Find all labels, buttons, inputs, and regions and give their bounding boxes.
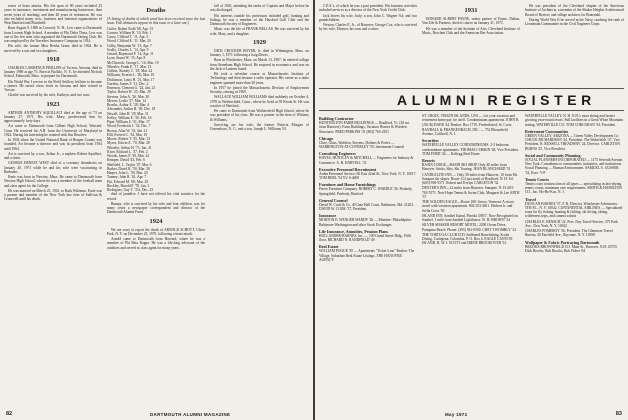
left-col-1	[4, 4, 102, 203]
paragraph: Charlie was survived by his wife, Kathryn, and two sons.	[8, 93, 91, 98]
register-listing: DUNCAN BARNES '57, P. R. Director. Winchester Adventures. 5TH FL., N. Y. 10022. CONTINENTAL AIRLINES — Specialized tours for fly fishing, hunting & fishing, ski diving, skiing, wilderness trips, and camera safaris	[525, 201, 623, 219]
left-col-3	[210, 4, 309, 132]
register-listing: DEXTER'S INN—12 miles from Hanover. Sunapee, N. H. 603-763-5571. New Hope Tennis & Swim Club. Margaret & Lee ARTH '37	[422, 186, 520, 199]
paragraph: Born in Winchester, Mass. on March 13, 1907, he entered college from Stoneham High School. He majored in economics and was on the Jack-o-Lantern board.	[210, 58, 309, 71]
death-entry: Wheeler, Frank E. '17, Mar. 13	[107, 64, 152, 69]
obituary-text	[210, 49, 309, 132]
register-category: Executive Personnel Recruitment	[319, 166, 377, 172]
register-category: Consulting Engineers	[319, 151, 356, 157]
register-listing: THE TORTUGA CLUB LTD. Sailboard Bonefishing, Scuba Diving. Cartegena, Colombia. P. O. Box 4. EAGLE CANYON ISLAND, B. W. I. SCOTT and IRENE BROOKOVER '31	[422, 232, 513, 246]
register-category: Building Contractor	[319, 116, 354, 121]
death-entry: Buckley, Harold F. '70, Jan. 3	[107, 183, 150, 188]
paragraph: Arnold came to Dartmouth from Harvard, where he was a member of Phi Beta Kappa. He was a life-long advocate of the outdoors and served as class agent for many years.	[107, 237, 205, 250]
paragraph: series of heart attacks. His life span of 80 years included 25 years in insurance, investment and manufacturing businesses; then seven years of teaching; and then 48 years of retirement. He was also included many civic, business and fraternal organizations of West Hartford and Plainfield.	[4, 4, 102, 25]
register-listing: BROOKS BROWNFIELD CO. Main St., Hanover, N.H. 03755. Dick Brooks, Bob Brooks, Bob Fisher '64	[525, 244, 618, 253]
obituary-text	[525, 4, 624, 26]
death-entry: Wood, Clifford E. '11, Mar. 20	[107, 39, 151, 44]
paragraph: Art is survived by a son, Arthur Jr., a nephew Robert Squillaci, and a sister.	[4, 151, 102, 160]
register-col-2	[422, 114, 520, 408]
register-category: Real Estate	[319, 244, 339, 250]
year-heading-1923: 1923	[46, 100, 60, 108]
register-category: Retirement Communities	[525, 128, 569, 134]
register-listing: RANDALL & FRANKENBACH, INC. — 752 Bloomfield Avenue, Caldwell, N. J.	[422, 127, 508, 136]
paragraph: Music was the life of FRANK BELLAS. He was survived by his wife, Mary, and a daughter.	[210, 27, 309, 36]
register-listing: SOCIAL PLANNERS INCORPORATED — 1175 Seventh Avenue, New York. Consultants to communities, industries, and institutions. Social Planning — Human Environment. SAMUEL A. GUSSER '52, Exec. V-P	[525, 157, 623, 175]
death-entry: Harper, John L. '59, Mar. 20	[107, 171, 148, 175]
register-category: Chicago	[319, 135, 333, 141]
death-entry: Alexander, Arthur B. '29, Dec. 18	[107, 107, 156, 112]
year-heading-1931: 1931	[464, 7, 478, 14]
obituary-text	[4, 4, 102, 53]
paragraph: Bumps, who is survived by his wife and four children, was for many years a newspaper correspondent and director of the Dartmouth Alumni Fund.	[107, 201, 205, 215]
paragraph: GEORGE ERNEST WEST died of a coronary thrombosis on January 20, 1971 while he and his wife were vacationing in Barbados.	[4, 161, 102, 174]
register-listings	[319, 116, 417, 262]
year-heading-1924: 1924	[149, 217, 163, 225]
obituary-text	[107, 192, 205, 214]
death-entry: Colby, Benjamin W. '13, Apr. 7	[107, 43, 152, 48]
left-col-2	[107, 4, 205, 251]
death-entry: Casey, Clifford T. '11, Apr. 3	[107, 35, 149, 39]
death-entry: McClintock, George L. '16, Mar. 19	[107, 60, 159, 65]
paragraph: We are sorry to report the death of ARNOLD SCHOTT, Ulster Park, N. Y. on December 23, 1970, following a heart attack.	[107, 227, 205, 236]
death-entry: Tunney, John R. '61, Apr. 7	[107, 175, 147, 180]
register-category: Life Insurance, Annuities, Pension Plans	[319, 228, 388, 234]
left-page	[0, 0, 313, 420]
death-entry: Myers, Edwin A. '70, Mar. 28	[107, 141, 150, 146]
alumni-register-title: ALUMNI REGISTER	[397, 92, 596, 108]
right-col-1-top	[319, 4, 417, 84]
year-heading-1918: 1918	[46, 55, 60, 63]
paragraph: He was president of the Cleveland chapter of the American Institute of Architects, a member of the Shaker Heights Architectural Board of Review, and village architect for Bratenahl.	[525, 4, 624, 17]
register-rule	[319, 110, 624, 111]
death-entry: Williams, Everett L. '20, Mar. 10	[107, 73, 155, 78]
obituary-text	[4, 161, 102, 201]
death-entry: Emerson, Clement G. '24, Jan. 21	[107, 86, 156, 90]
register-listing: ISLAND INN, Sanibel Island, Florida 33957. Now Recognized on Sanibel. 1 mile from Sanibel Lighthouse. W. H. BROWN '34	[422, 213, 518, 222]
register-category: Wallpaper & Fabric Portraying Dartmouth	[525, 239, 600, 245]
register-col-1	[319, 114, 417, 408]
paragraph: During World War II he served in the Navy, reaching the rank of Lieutenant Commander in the Civil Engineer Corps.	[525, 17, 624, 26]
death-entry: Connor, William H. '10, Feb. 1	[107, 30, 152, 35]
paragraph: He was a member of the Institute of Arts, Cleveland Institute of Music, Rowfant Club and the American Bar Association.	[422, 26, 520, 35]
paragraph: Ernie was born in Newton, Mass. He came to Dartmouth from Newton High School, where he was a member of the football team and class agent for the College.	[4, 175, 102, 188]
death-entry: Wheeler, Arthur H. '71, Jan. 21	[107, 145, 152, 150]
register-listing: David W. Cook & Co. 40 Gate Hall Court, Baltimore, Md. 21202. DAVID W. COOK '37, President	[319, 202, 414, 211]
register-listing: WATERVILLE VALLEY CONDOMINIUMS. 2-3 bedroom condominium apartments. THOMAS CORKIN '48, Vice President. TOM FORD '44 — Kellogg Real Estate	[422, 143, 519, 156]
paragraph: In 1957 he joined the Massachusetts Division of Employment Security, retiring in 1969.	[210, 85, 309, 94]
register-category: Insurance	[319, 213, 337, 219]
paragraph: His wife, the former Miss Bertha Grant, died in 1964. He is survived by a son and two daughters.	[4, 44, 102, 53]
register-listing: Cline, Glass, Waldron, Stevens, Holmes & Porter — WARRINGTON-AT-COVERLEY '59, Investment Counsel	[319, 140, 405, 149]
issue-date-footer: May 1971	[445, 412, 468, 417]
register-category: Tennis Courts	[525, 176, 549, 182]
register-listing: WILLIAM POGUE '30 — Apartments "Ticket-Line" Realtor. The Village, Suburban Real Estate Listings. THE HANOVER AGENCY	[319, 249, 415, 262]
register-rule	[319, 88, 624, 89]
obituary-text	[422, 17, 520, 35]
register-category: Securities	[422, 138, 439, 144]
register-listing: MORTON E. WENGER HARDY '26 — Member: Philadelphia-Baltimore-Washington and other Stock Exchanges	[319, 218, 412, 227]
death-entry: Kiser, Richard L. '37, Feb. 2	[107, 149, 148, 154]
register-listing: HAYES, HUNTLEY & MITCHELL — Engineers for Industry & Commerce. A. B. HARVELL '31	[319, 156, 414, 165]
register-listings	[525, 114, 624, 253]
death-entry: Cutler, Robert Kohl '08, Apr. 13	[107, 26, 154, 31]
register-category: Travel	[525, 196, 537, 202]
year-heading-1929: 1929	[253, 38, 266, 46]
death-entry: Kemper, David '43, Feb. 6	[107, 158, 145, 163]
register-listing: SILVER SHAKER RESORT MOTEL, 2200 Ocean Drive, Pompano Beach. Phone: (305) 941-0500. CHET TWOMBLY '34	[422, 223, 516, 232]
paragraph: Weston, Charles F., Jr., of Hanover; George Cox, who is survived by his wife, Eleanor, his sons and a sister.	[319, 23, 417, 32]
death-entry: Newell, John H. '29, Mar. 31	[107, 111, 149, 116]
register-listing: CANDLELITE INN — Only 50 miles from Hanover, 10 from Mt. Sunapee ski slopes. Route 114 just north of Bradford. N. H. Tel. (603) 938-5571. Robert and Evelyn CARLETON '32	[422, 172, 518, 185]
register-listings	[422, 114, 520, 246]
deaths-intro: [A listing of deaths of which word has been received since the last issue. Full obituaries appear in this issue or a later one.]	[107, 17, 205, 26]
paragraph: CHARLES LAWRENCE PHILLIPS of Tucson, Arizona, died in January 1969 at age 73. Born in Buffalo, N. Y., he attended Nichols School, Falmouth, Mass. to prepare for Dartmouth.	[4, 65, 102, 79]
register-listing: Arden Personnel Service, 60 East 42nd St., New York, N. Y. 10017. TOM BERL '54 YU 6-4600	[319, 171, 417, 180]
register-category: Furniture and Home Furnishings	[319, 182, 376, 188]
death-entry: Pitt, Edward M. '69, Mar. 29	[107, 179, 149, 184]
register-listing: HUNTINGTON FARM BUILDINGS — Bradford, Vt. (20 mi. from Hanover). Farm Buildings, Vacation Homes & Wooden Structures. FRED PERKINS '31 (802) 765-2291	[319, 121, 410, 134]
obituary-text	[4, 111, 102, 161]
death-entry: Gordon, James F. '21, Dec. 2	[107, 81, 149, 86]
paragraph: Art came to Dartmouth from Gilbert High School, Winsted, Conn. He received his A.B. from the University of Maryland in 1924. During his internship he roomed with Jim Boucher.	[4, 124, 102, 137]
paragraph: He came to Dartmouth from Wethersfield High School, where he was president of his class. He was a partner in the firm of Whitney & Williams.	[210, 109, 309, 122]
death-entry: Sheffield, L. Taylor '47, Mar. 6	[107, 162, 152, 167]
register-listing: GREEN VALLEY, ARIZONA — Green Valley Development Co. CHUCK RICHARDSON '44, President. The Wakefields '37, Vice President. R. RUSSELL TREADWAY '24, Director. CARLETON BURNS '25, Vice President	[525, 133, 620, 151]
register-category: Social and Community Planning	[525, 152, 581, 158]
death-entry: Lyon, Stuart W. '15, Apr. 8	[107, 56, 146, 61]
obituary-text	[4, 66, 102, 98]
death-entry: Hill, Everett C. '34, Mar. 19	[107, 132, 148, 137]
register-listing: Pierce Furniture Company. ROBERT C. WARDLE '36. Peabody, Springfield, Peabody, Hartford	[319, 187, 413, 196]
death-entry: Brown, Alan W. '33, Jan. 21	[107, 128, 148, 133]
register-listing: HOLLANDER-BARNES, Inc. — 100 Grand Street Bldg., Fifth floor. RICHARD N. RANDFIELD '49	[319, 233, 412, 242]
register-listing: ST. CROIX, VIRGIN ISLANDS, USA — Let your vacation and retirement home pay for itself. Condominium apartments. JOHN R. (JACK) BAER '44, Realtor. Box 1710, Frederiksted, St. Croix	[422, 114, 520, 127]
death-entry: Woods, James P. '39, Mar. 24	[107, 154, 149, 158]
death-entry: Mercer, Leslie '27, Mar. 14	[107, 98, 146, 103]
death-entry: Wood, Frederick J. '32, Dec. 7	[107, 124, 151, 129]
death-entry: Scully, Charles L. '14, Apr. 9	[107, 47, 149, 52]
paragraph: Surviving are his wife, the former Patricia Morgan of Greensboro, N. C., and a son, Joseph L. Williams '61.	[210, 122, 309, 131]
death-entry: Dickinson, Louis H. '21, Mar. 17	[107, 77, 155, 82]
register-listing: Tennis court construction of all types — specializing in fast-drying tennis courts, minimum care requirements. SMITH & HAMILTON CO., Inc. Ho-Ho-Kus, N. J.	[525, 181, 622, 195]
death-entry: Gerard, Raymond F. '14, Apr. 11	[107, 52, 154, 56]
paragraph: DICK CROCKER BOYER, Jr. died in Wilmington, Mass. on January 1, 1971 following a long illness.	[210, 48, 309, 57]
paragraph: In 1934 when the United National Bank of Bergen County was founded, Art became a director and was its president from 1954 until 1964.	[4, 138, 102, 151]
death-entry: Brooks, Arthur E. '28, Mar. 4	[107, 103, 149, 107]
death-entry: Taylor, Robert W. '25, Mar. 29	[107, 90, 151, 95]
paragraph: ARTHUR ANTHONY SQUILLACI died at the age of 73 on January 27, 1971. His wife, Mary, predeceased him by approximately forty days.	[4, 110, 102, 123]
right-col-2-top	[422, 4, 520, 84]
register-category: Resorts	[422, 158, 435, 163]
deaths-list	[107, 27, 205, 193]
page-number-right: 83	[615, 411, 622, 417]
paragraph: EDWARD ALBERT PAYNE, senior partner of Payne, Dalton, Van Zile & Partners, died of cancer on January 31, 1971.	[422, 17, 520, 26]
obituary-text	[107, 228, 205, 250]
paragraph: WALLACE WILLIAM WILLIAMS died suddenly on October 4, 1970 in Wethersfield, Conn., where he lived at 95 Brook St. He was a native of Hartford.	[210, 95, 309, 108]
register-listing: CHARLES POMEROY '36, President. The Glenmore Travel Bureau, 40 Fairfield Ave., Bayonne, N. Y. 10398	[525, 229, 613, 238]
right-col-3-top	[525, 4, 624, 84]
death-entry: Rodrigues, Guy T. '37a, Dec. 25	[107, 188, 154, 192]
death-entry: Collins, Stanley C. '18, Mar. 22	[107, 69, 153, 73]
paragraph: His interests outside his profession included golf, hunting and fishing; he was a member of the Hartford Golf Club and the Dartmouth Society of Engineers.	[210, 13, 309, 26]
death-entry: Stevens, John A. '26, Mar. 20	[107, 94, 150, 99]
page-number-left: 82	[6, 411, 13, 417]
register-listing: THE GOLDEN EAGLE—Route 108. Stowe, Vermont. A resort motel with vacation apartments. 802-253-4811. Herbert Jr. and Stella Cross '50	[422, 200, 514, 213]
death-entry: Piper, William S. '31, Mar. 17	[107, 120, 150, 124]
register-listing: BASIN LODGE—BASIN SKI SHOP. Only 40 miles from Hanover. Sticks, Skis, Ski Touring. JEAN BLANCHARD '51	[422, 163, 511, 172]
obituary-text	[319, 4, 417, 32]
paragraph: Born August 9, 1890 in Concord, N. H., Lew came to Dartmouth from Loomis High School. A member of Phi Delta Theta, Lew was one of the few men who organized the Dartmouth Outing Club. He was employed by the Travelers Insurance Company in 1914.	[4, 26, 102, 43]
register-listing: WATERVILLE VALLEY, N. H. N.H.'s most skiing and fastest growing year-round resort. Full facilities in a Great White Mountain setting. WATERVILLE CO. TOM CORCORAN '54, President	[525, 114, 624, 127]
paragraph: C.P.A.'s, of which he was a past president. His business activities included services as a director of the New York Credit Club.	[319, 4, 417, 13]
magazine-footer: DARTMOUTH ALUMNI MAGAZINE	[150, 412, 231, 417]
register-col-3	[525, 114, 624, 408]
paragraph: died of jaundice. I have not offered his vital statistics for the record.	[107, 192, 205, 201]
paragraph: Jack leaves his wife, Judy; a son, John C. Wagner '64; and two grandchildren.	[319, 13, 417, 22]
paragraph: He was married on March 25, 1941, to Ruth Wileman. Ernie was a partner and member of the New York law firm of Sullivan & Cromwell until his death.	[4, 188, 102, 202]
death-entry: Kelley, William E. '30, Feb. 16	[107, 115, 152, 120]
death-entry: Moore, Robert T. '35, Mar. 13	[107, 137, 150, 141]
paragraph: He took a refresher course at Massachusetts Institute of Technology and then became a radio operator. His career as a radio engineer spanned more than 30 years.	[210, 72, 309, 85]
paragraph: fall of 1945, attending the ranks of Captain and Major before he was discharged.	[210, 4, 309, 13]
deaths-heading: Deaths	[146, 7, 166, 14]
register-listing: CHARLES E. BENSCH '22, Pres. Day Travel Service, 375 Park Ave., New York, N. Y. 10022	[525, 219, 618, 228]
register-category: General Counsel	[319, 197, 348, 203]
paragraph: His World War I service in the Field Artillery led him to become a farmer. He raised citrus fruits in Arizona and later retired in Tucson.	[4, 79, 102, 92]
obituary-text	[210, 4, 309, 36]
right-page	[315, 0, 628, 420]
death-entry: Barker, David K. '50, Mar. 30	[107, 166, 150, 171]
